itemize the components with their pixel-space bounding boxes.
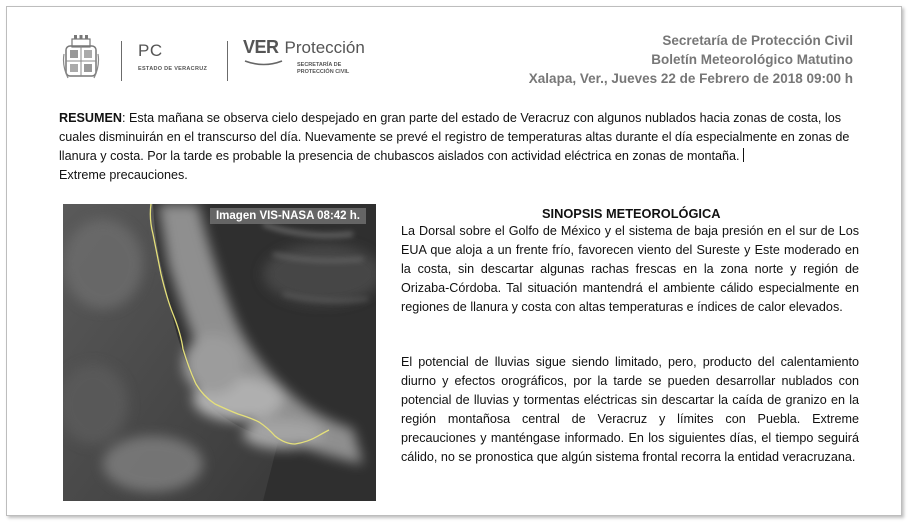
synopsis-paragraph-2: El potencial de lluvias sigue siendo limitado, pero, producto del calentamiento diurno y efectos orográficos, por la tarde se pueden desarrollar nublados con potencial de lluvias y tormentas eléctricas sin descartar la caída de granizo en la región montañosa central de Veracruz y límites con Puebla. Extreme precauciones y manténgase informado. En los siguientes días, el tiempo seguirá cálido, no se pronostica que algún sistema frontal recorra la entidad veracruzana. xyxy=(401,355,859,464)
pc-logo-text: PC xyxy=(138,41,163,60)
text-cursor xyxy=(743,148,744,162)
bulletin-title: Boletín Meteorológico Matutino xyxy=(651,52,853,67)
ver-logo-text: VER xyxy=(243,37,279,57)
ver-logo-subtext: PROTECCIÓN CIVIL xyxy=(297,68,350,75)
satellite-image xyxy=(63,204,376,501)
ver-proteccion-logo xyxy=(243,37,365,75)
synopsis-title: SINOPSIS METEOROLÓGICA xyxy=(542,206,721,221)
swoosh-icon xyxy=(244,59,284,67)
ver-logo-subtext: SECRETARÍA DE xyxy=(297,62,342,68)
bulletin-header xyxy=(529,31,853,88)
summary-text-end: Extreme precauciones. xyxy=(59,168,188,182)
summary-paragraph xyxy=(59,109,867,185)
bulletin-date: Xalapa, Ver., Jueves 22 de Febrero de 2018 09:00 h xyxy=(528,71,853,86)
bulletin-page xyxy=(6,6,902,516)
agency-name: Secretaría de Protección Civil xyxy=(662,33,853,48)
logo-divider xyxy=(227,41,228,81)
summary-text: : Esta mañana se observa cielo despejado en gran parte del estado de Veracruz con algunos nublados hacia zonas de costa, los cuales disminuirán en el transcurso del día. Nuevamente se prevé el registro de temperaturas altas durante el día especialmente en zonas de llanura y costa. Por la tarde es probable la presencia de chubascos aislados con actividad eléctrica en zonas de montaña. xyxy=(59,111,850,163)
logo-divider xyxy=(121,41,122,81)
pc-logo xyxy=(138,41,207,72)
satellite-image-graphic xyxy=(63,204,376,501)
proteccion-logo-text: Protección xyxy=(284,38,365,57)
synopsis-paragraph-1: La Dorsal sobre el Golfo de México y el sistema de baja presión en el sur de Los EUA que aloja a un frente frío, favorecen viento del Sureste y Este moderado en la costa, sin descartar algunas rachas frescas en la zona norte y región de Orizaba-Córdoba. Tal situación mantendrá el ambiente cálido especialmente en regiones de llanura y costa con altas temperaturas e índices de calor elevados. xyxy=(401,224,859,314)
summary-label: RESUMEN xyxy=(59,111,122,125)
pc-logo-subtext: ESTADO DE VERACRUZ xyxy=(138,66,208,72)
image-caption-label: Imagen VIS-NASA 08:42 h. xyxy=(210,208,366,224)
veracruz-seal-icon xyxy=(62,34,100,82)
